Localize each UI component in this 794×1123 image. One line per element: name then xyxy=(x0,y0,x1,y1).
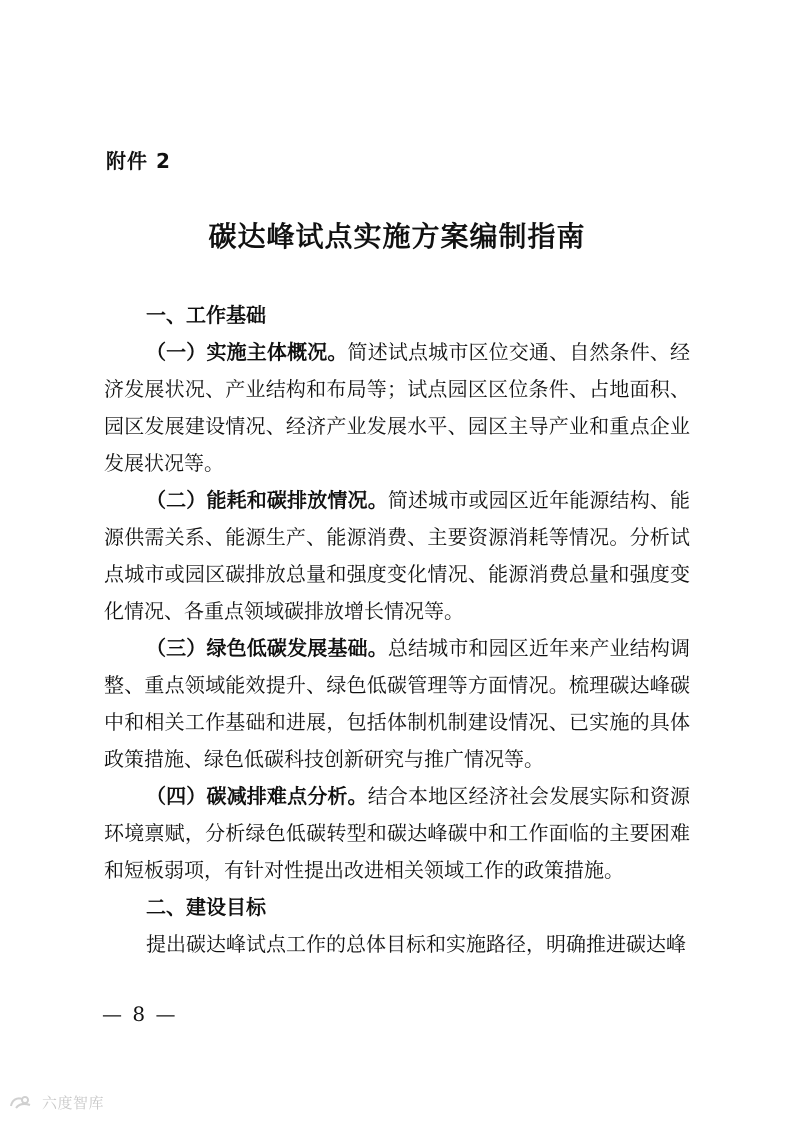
watermark xyxy=(8,1092,104,1113)
sixdegree-logo-icon xyxy=(8,1094,36,1112)
paragraph-text: 简述试点城市区位交通、自然条件、经济发展状况、产业结构和布局等；试点园区区位条件、占地面积、园区发展建设情况、经济产业发展水平、园区主导产业和重点企业发展状况等。 xyxy=(104,340,691,475)
paragraph-lead: （三）绿色低碳发展基础。 xyxy=(146,636,388,660)
paragraph-text: 简述城市或园区近年能源结构、能源供需关系、能源生产、能源消费、主要资源消耗等情况。分析试点城市或园区碳排放总量和强度变化情况、能源消费总量和强度变化情况、各重点领域碳排放增长情况等。 xyxy=(104,488,691,623)
watermark-text: 六度智库 xyxy=(42,1094,105,1112)
document-body xyxy=(104,297,690,963)
section-heading-construction-goals: 二、建设目标 xyxy=(146,895,266,919)
paragraph-subject-overview xyxy=(104,334,690,482)
attachment-label: 附件 2 xyxy=(106,149,171,173)
paragraph-text: 结合本地区经济社会发展实际和资源环境禀赋，分析绿色低碳转型和碳达峰碳中和工作面临的主要困难和短板弱项，有针对性提出改进相关领域工作的政策措施。 xyxy=(104,784,691,882)
paragraph-lead: （四）碳减排难点分析。 xyxy=(146,784,368,808)
paragraph-emission-challenges xyxy=(104,778,690,889)
page-number: — 8 — xyxy=(102,1002,178,1026)
paragraph-green-development xyxy=(104,630,690,778)
paragraph-lead: （二）能耗和碳排放情况。 xyxy=(146,488,388,512)
section-heading-work-basis: 一、工作基础 xyxy=(146,303,266,327)
paragraph-goals: 提出碳达峰试点工作的总体目标和实施路径，明确推进碳达峰 xyxy=(146,932,686,956)
paragraph-text: 总结城市和园区近年来产业结构调整、重点领域能效提升、绿色低碳管理等方面情况。梳理碳达峰碳中和相关工作基础和进展，包括体制机制建设情况、已实施的具体政策措施、绿色低碳科技创新研究与推广情况等。 xyxy=(104,636,691,771)
paragraph-lead: （一）实施主体概况。 xyxy=(146,340,348,364)
paragraph-energy-emissions xyxy=(104,482,690,630)
document-title: 碳达峰试点实施方案编制指南 xyxy=(208,220,586,253)
